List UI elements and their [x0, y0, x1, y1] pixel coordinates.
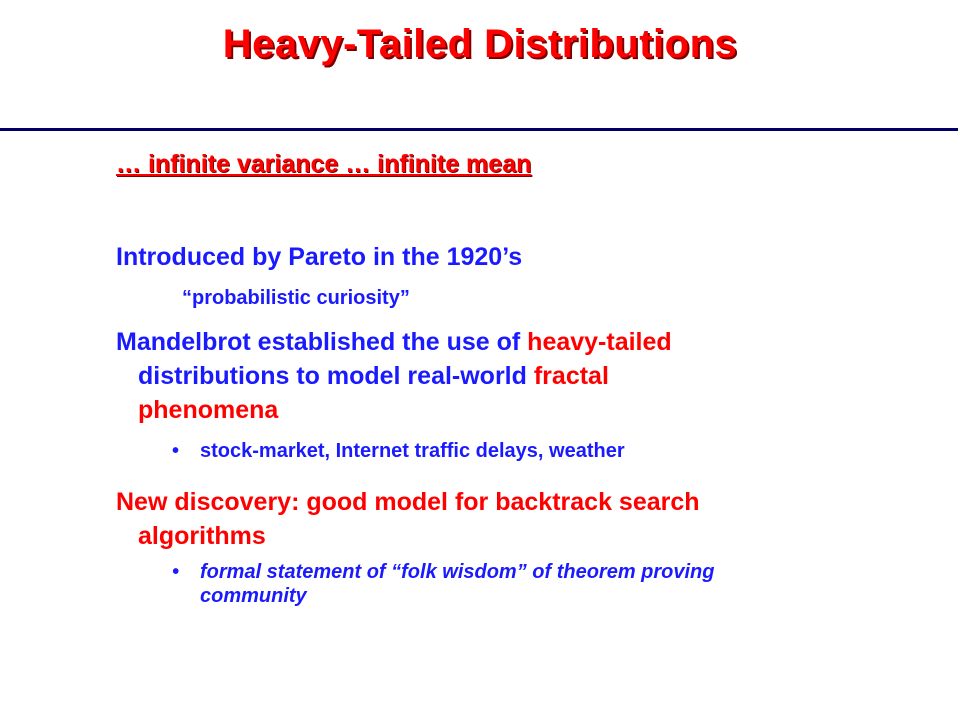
- slide-title: Heavy-Tailed Distributions: [222, 22, 738, 66]
- examples-text: stock-market, Internet traffic delays, weather: [200, 440, 625, 462]
- pareto-item: Introduced by Pareto in the 1920’s: [116, 243, 523, 271]
- mandelbrot-text-1: Mandelbrot established the use of: [116, 328, 528, 356]
- bullet-icon: •: [172, 440, 180, 462]
- mandelbrot-line-3: phenomena: [138, 396, 279, 424]
- mandelbrot-item: [116, 325, 836, 427]
- discovery-line-2: algorithms: [138, 522, 266, 550]
- title-divider: [0, 128, 958, 131]
- mandelbrot-text-2: distributions to model real-world: [138, 362, 534, 390]
- discovery-item: [116, 485, 876, 553]
- folk-wisdom-bullet: [172, 560, 912, 608]
- examples-bullet: [172, 440, 625, 463]
- bullet-icon: •: [172, 561, 180, 583]
- fractal-highlight: fractal: [533, 362, 609, 390]
- folk-wisdom-text: formal statement of “folk wisdom” of theorem proving: [200, 561, 715, 583]
- mandelbrot-line-1: [116, 325, 836, 359]
- folk-wisdom-line-1: [172, 560, 912, 584]
- discovery-line-1: New discovery: good model for backtrack search: [116, 488, 700, 516]
- mandelbrot-line-2: [116, 359, 836, 393]
- folk-wisdom-line-2: community: [200, 585, 307, 607]
- slide-subtitle: … infinite variance … infinite mean: [116, 150, 532, 178]
- heavy-tailed-highlight: heavy-tailed: [527, 328, 672, 356]
- pareto-subitem: “probabilistic curiosity”: [182, 287, 410, 309]
